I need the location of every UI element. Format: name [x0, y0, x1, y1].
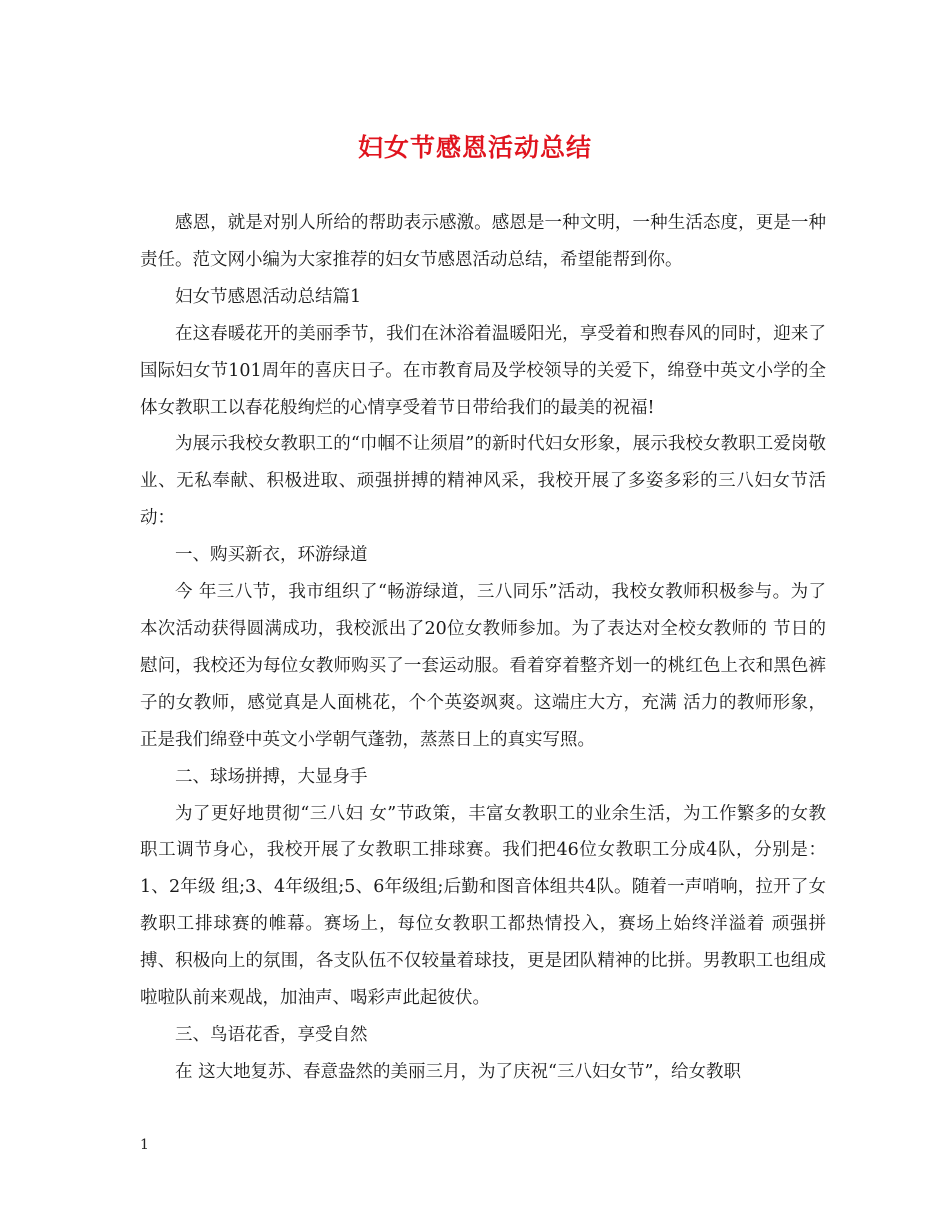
subheading-shopping-greenway: 一、购买新衣，环游绿道 — [175, 545, 368, 566]
subheading-nature: 三、鸟语花香，享受自然 — [175, 1024, 368, 1045]
document-body — [140, 205, 826, 1091]
intro-paragraph: 感恩，就是对别人所给的帮助表示感激。感恩是一种文明，一种生活态度，更是一种责任。范文网小编为大家推荐的妇女节感恩活动总结，希望能帮到你。 — [140, 213, 826, 270]
body-paragraph: 今 年三八节，我市组织了“畅游绿道，三八同乐”活动，我校女教师积极参与。为了本次活动获得圆满成功，我校派出了20位女教师参加。为了表达对全校女教师的 节日的慰问，我校还为每位女教师购买了一套运动服。看着穿着整齐划一的桃红色上衣和黑色裤子的女教师，感觉真是人面桃花，个个英姿飒爽。这端庄大方，充满 活力的教师形象，正是我们绵登中英文小学朝气蓬勃，蒸蒸日上的真实写照。 — [140, 582, 826, 750]
body-paragraph: 为展示我校女教职工的“巾帼不让须眉”的新时代妇女形象，展示我校女教职工爱岗敬业、无私奉献、积极进取、顽强拼搏的精神风采，我校开展了多姿多彩的三八妇女节活动： — [140, 434, 826, 529]
document-title: 妇女节感恩活动总结 — [357, 133, 592, 162]
body-paragraph: 在这春暖花开的美丽季节，我们在沐浴着温暖阳光，享受着和煦春风的同时，迎来了国际妇女节101周年的喜庆日子。在市教育局及学校领导的关爱下，绵登中英文小学的全体女教职工以春花般绚烂的心情享受着节日带给我们的最美的祝福! — [140, 323, 826, 418]
page-number: 1 — [140, 1137, 149, 1153]
subheading-volleyball: 二、球场拼搏，大显身手 — [175, 766, 368, 787]
section-heading-part-1: 妇女节感恩活动总结篇1 — [175, 286, 362, 307]
body-paragraph: 在 这大地复苏、春意盎然的美丽三月，为了庆祝“三八妇女节”，给女教职 — [175, 1061, 741, 1082]
body-paragraph: 为了更好地贯彻“三八妇 女”节政策，丰富女教职工的业余生活，为工作繁多的女教职工调节身心，我校开展了女教职工排球赛。我们把46位女教职工分成4队，分别是：1、2年级 组;3、4年级组;5、6年级组;后勤和图音体组共4队。随着一声哨响，拉开了女教职工排球赛的帷幕。赛场上，每位女教职工都热情投入，赛场上始终洋溢着 顽强拼搏、积极向上的氛围，各支队伍不仅较量着球技，更是团队精神的比拼。男教职工也组成啦啦队前来观战，加油声、喝彩声此起彼伏。 — [140, 803, 826, 1009]
